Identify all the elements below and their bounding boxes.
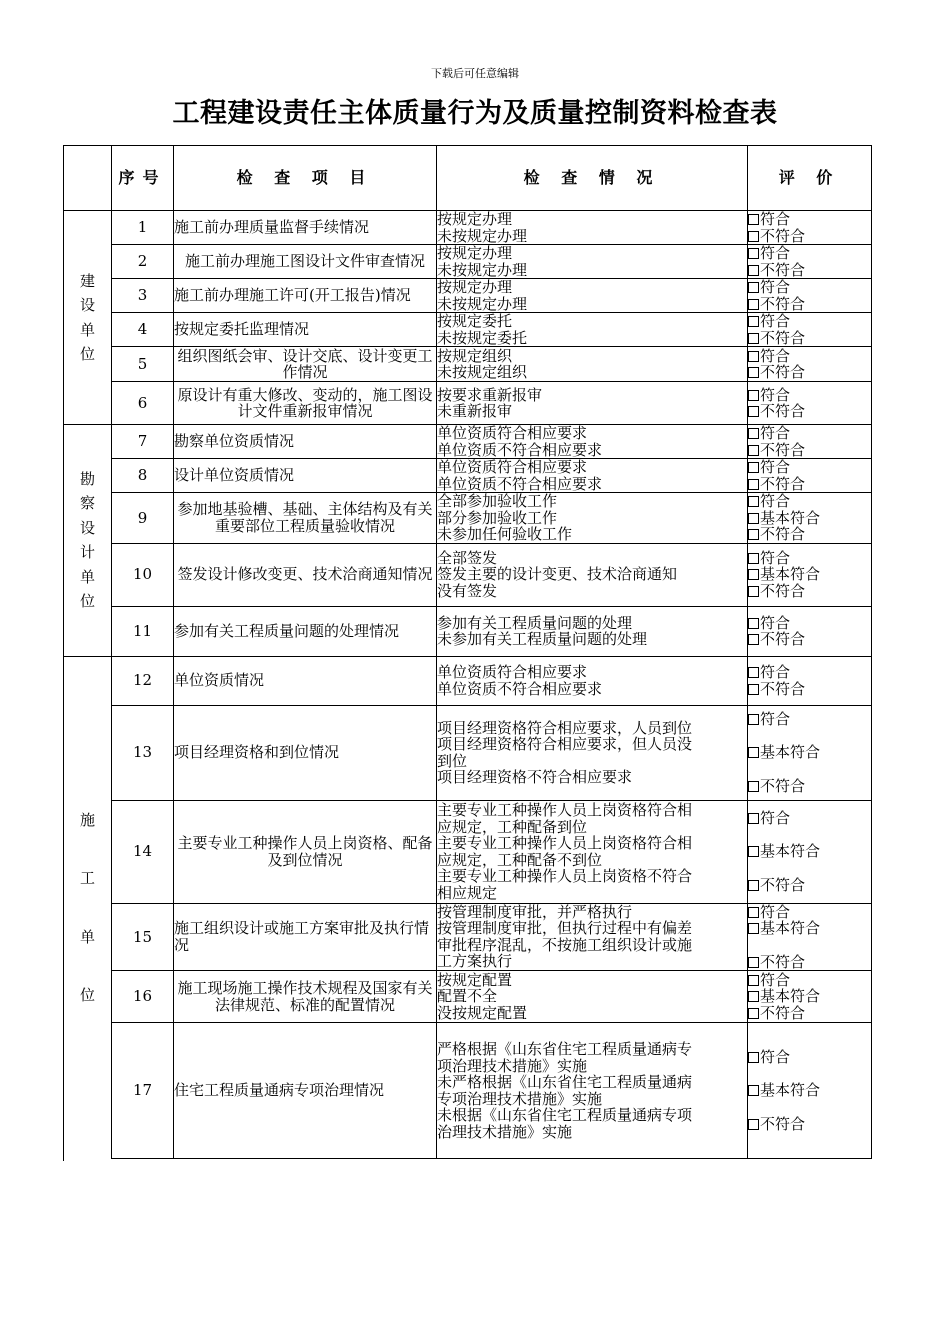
- rating-cell: [748, 211, 872, 245]
- checkbox-icon[interactable]: [748, 846, 759, 857]
- unit-survey-design-cell: [64, 425, 112, 657]
- rating-option[interactable]: [748, 615, 871, 632]
- check-result-line: 未按规定办理: [437, 260, 528, 279]
- check-result-line: 按规定组织: [437, 346, 513, 365]
- table-row: [64, 543, 872, 606]
- check-result-cell: [437, 459, 748, 493]
- check-item: 主要专业工种操作人员上岗资格、配备及到位情况: [174, 800, 437, 903]
- rating-option-label: 基本符合: [760, 919, 821, 937]
- table-row: [64, 800, 872, 903]
- check-item: 项目经理资格和到位情况: [174, 705, 437, 800]
- unit-label-char: 察: [79, 494, 95, 513]
- rating-option[interactable]: [748, 778, 871, 795]
- rating-option-label: 不符合: [760, 328, 806, 347]
- row-number: 10: [112, 543, 174, 606]
- rating-cell: [748, 971, 872, 1023]
- check-result-cell: [437, 382, 748, 425]
- table-row: [64, 459, 872, 493]
- unit-label-char: 施: [79, 810, 95, 829]
- rating-spacer: [748, 727, 871, 744]
- check-result-line: 按管理制度审批，但执行过程中有偏差: [437, 919, 693, 938]
- rating-cell: [748, 245, 872, 279]
- rating-option[interactable]: [748, 296, 871, 313]
- rating-option-label: 不符合: [760, 294, 806, 313]
- rating-option[interactable]: [748, 664, 871, 681]
- table-row: [64, 279, 872, 313]
- check-result-cell: [437, 903, 748, 971]
- rating-cell: [748, 1023, 872, 1159]
- checkbox-icon[interactable]: [748, 529, 759, 540]
- check-result-line: 没按规定配置: [437, 1003, 528, 1022]
- check-result-line: 未按规定办理: [437, 294, 528, 313]
- rating-option-label: 符合: [760, 808, 791, 827]
- checkbox-icon[interactable]: [748, 496, 759, 507]
- check-result-line: 项目经理资格符合相应要求，人员到位: [437, 718, 693, 737]
- rating-option[interactable]: [748, 493, 871, 510]
- checkbox-icon[interactable]: [748, 479, 759, 490]
- checkbox-icon[interactable]: [748, 351, 759, 362]
- rating-option[interactable]: [748, 228, 871, 245]
- check-item: 签发设计修改变更、技术洽商通知情况: [174, 543, 437, 606]
- header-note: 下载后可任意编辑: [431, 67, 519, 80]
- rating-option-label: 基本符合: [760, 1081, 821, 1100]
- rating-option-label: 不符合: [760, 952, 806, 971]
- check-item: 住宅工程质量通病专项治理情况: [174, 1023, 437, 1159]
- check-result-line: 全部参加验收工作: [437, 492, 558, 510]
- rating-option[interactable]: [748, 843, 871, 860]
- check-item: 设计单位资质情况: [174, 459, 437, 493]
- check-item: 施工前办理施工许可(开工报告)情况: [174, 279, 437, 313]
- rating-option[interactable]: [748, 954, 871, 971]
- rating-spacer: [748, 826, 871, 843]
- check-result-cell: [437, 279, 748, 313]
- table-left-edge: [63, 1147, 64, 1161]
- table-header-row: [64, 146, 872, 211]
- rating-option[interactable]: [748, 631, 871, 648]
- checkbox-icon[interactable]: [748, 445, 759, 456]
- check-result-line: 应规定，工种配备到位: [437, 817, 588, 836]
- unit-label-char: 位: [79, 986, 95, 1004]
- unit-label-char: 位: [79, 345, 95, 363]
- unit-label-char: 单: [79, 320, 95, 339]
- rating-option-label: 符合: [760, 210, 791, 228]
- rating-option-label: 不符合: [760, 1114, 806, 1133]
- row-number: 9: [112, 493, 174, 544]
- table-row: [64, 313, 872, 347]
- rating-option-label: 不符合: [760, 402, 806, 420]
- unit-construction-cell: [64, 211, 112, 425]
- unit-builder-label: [64, 812, 111, 1004]
- rating-option[interactable]: [748, 313, 871, 330]
- item-column-header: 检 查 项 目: [174, 146, 437, 211]
- check-result-cell: [437, 313, 748, 347]
- rating-option[interactable]: [748, 403, 871, 420]
- rating-option[interactable]: [748, 988, 871, 1005]
- rating-option-label: 不符合: [760, 1003, 806, 1022]
- row-number: 13: [112, 705, 174, 800]
- rating-cell: [748, 279, 872, 313]
- check-result-line: 未按规定办理: [437, 226, 528, 245]
- rating-cell: [748, 656, 872, 705]
- check-result-cell: [437, 493, 748, 544]
- rating-option-label: 符合: [760, 346, 791, 365]
- checkbox-icon[interactable]: [748, 299, 759, 310]
- rating-option[interactable]: [748, 810, 871, 827]
- checkbox-icon[interactable]: [748, 214, 759, 225]
- checkbox-icon[interactable]: [748, 880, 759, 891]
- check-item: 施工前办理质量监督手续情况: [174, 211, 437, 245]
- check-result-cell: [437, 971, 748, 1023]
- unit-builder-cell: [64, 656, 112, 1159]
- rating-cell: [748, 313, 872, 347]
- unit-construction-label: [64, 273, 111, 363]
- check-result-line: 按规定办理: [437, 210, 513, 228]
- rating-option-label: 基本符合: [760, 842, 821, 861]
- check-result-line: 按管理制度审批，并严格执行: [437, 902, 633, 921]
- checkbox-icon[interactable]: [748, 569, 759, 580]
- check-result-line: 未参加有关工程质量问题的处理: [437, 630, 648, 648]
- rating-option-label: 符合: [760, 1047, 791, 1066]
- rating-column-header: 评 价: [748, 146, 872, 211]
- row-number: 15: [112, 903, 174, 971]
- checkbox-icon[interactable]: [748, 1052, 759, 1063]
- checkbox-icon[interactable]: [748, 634, 759, 645]
- checkbox-icon[interactable]: [748, 781, 759, 792]
- row-number: 6: [112, 382, 174, 425]
- row-number: 14: [112, 800, 174, 903]
- rating-spacer: [748, 860, 871, 877]
- checkbox-icon[interactable]: [748, 957, 759, 968]
- rating-option-label: 不符合: [760, 440, 806, 459]
- row-number: 17: [112, 1023, 174, 1159]
- check-item: 原设计有重大修改、变动的，施工图设计文件重新报审情况: [174, 382, 437, 425]
- checkbox-icon[interactable]: [748, 265, 759, 276]
- rating-cell: [748, 493, 872, 544]
- check-result-line: 单位资质符合相应要求: [437, 458, 588, 476]
- rating-option-label: 符合: [760, 244, 791, 262]
- unit-label-char: 设: [79, 518, 95, 537]
- rating-option-label: 符合: [760, 278, 791, 296]
- row-number: 7: [112, 425, 174, 459]
- table-row: [64, 211, 872, 245]
- check-result-line: 签发主要的设计变更、技术洽商通知: [437, 565, 678, 584]
- rating-option[interactable]: [748, 904, 871, 921]
- table-row: [64, 705, 872, 800]
- checkbox-icon[interactable]: [748, 1119, 759, 1130]
- rating-option[interactable]: [748, 364, 871, 381]
- rating-option-label: 符合: [760, 709, 791, 728]
- checkbox-icon[interactable]: [748, 907, 759, 918]
- checkbox-icon[interactable]: [748, 667, 759, 678]
- table-row: [64, 656, 872, 705]
- rating-spacer: [748, 1065, 871, 1082]
- row-number: 12: [112, 656, 174, 705]
- check-result-line: 未按规定组织: [437, 363, 528, 381]
- unit-label-char: 位: [79, 592, 95, 611]
- check-item: 参加有关工程质量问题的处理情况: [174, 606, 437, 656]
- check-result-line: 未根据《山东省住宅工程质量通病专项: [437, 1106, 693, 1124]
- check-result-line: 项目经理资格不符合相应要求: [437, 768, 633, 786]
- rating-option-label: 基本符合: [760, 565, 821, 584]
- rating-option[interactable]: [748, 1049, 871, 1066]
- check-item: 按规定委托监理情况: [174, 313, 437, 347]
- check-result-cell: [437, 1023, 748, 1159]
- checkbox-icon[interactable]: [748, 586, 759, 597]
- rating-option[interactable]: [748, 711, 871, 728]
- row-number: 8: [112, 459, 174, 493]
- rating-spacer: [748, 1099, 871, 1116]
- rating-option[interactable]: [748, 583, 871, 600]
- rating-option[interactable]: [748, 744, 871, 761]
- rating-option-label: 不符合: [760, 581, 806, 600]
- rating-option-label: 不符合: [760, 525, 806, 543]
- rating-option[interactable]: [748, 459, 871, 476]
- rating-option-label: 基本符合: [760, 508, 821, 527]
- check-result-line: 未重新报审: [437, 402, 513, 420]
- unit-label-char: 设: [79, 296, 95, 314]
- check-item: 施工前办理施工图设计文件审查情况: [174, 245, 437, 279]
- table-row: [64, 903, 872, 971]
- rating-option[interactable]: [748, 1116, 871, 1133]
- rating-option[interactable]: [748, 1082, 871, 1099]
- rating-cell: [748, 347, 872, 382]
- rating-option-label: 不符合: [760, 260, 806, 279]
- check-result-line: 专项治理技术措施》实施: [437, 1089, 603, 1108]
- rating-option[interactable]: [748, 526, 871, 543]
- rating-option-label: 不符合: [760, 474, 806, 493]
- unit-label-char: 建: [79, 271, 95, 290]
- rating-option-label: 符合: [760, 970, 791, 989]
- rating-option-label: 符合: [760, 902, 791, 921]
- check-result-line: 严格根据《山东省住宅工程质量通病专: [437, 1040, 693, 1058]
- check-result-cell: [437, 211, 748, 245]
- check-item: 组织图纸会审、设计交底、设计变更工作情况: [174, 347, 437, 382]
- check-result-line: 工方案执行: [437, 952, 513, 971]
- rating-option-label: 基本符合: [760, 743, 821, 762]
- rating-option-label: 符合: [760, 613, 791, 632]
- check-result-cell: [437, 543, 748, 606]
- rating-option[interactable]: [748, 1005, 871, 1022]
- check-result-line: 到位: [437, 751, 468, 770]
- checkbox-icon[interactable]: [748, 553, 759, 564]
- unit-label-char: 计: [79, 543, 95, 562]
- rating-option[interactable]: [748, 566, 871, 583]
- check-result-cell: [437, 425, 748, 459]
- inspection-table: [63, 145, 872, 1159]
- rating-option[interactable]: [748, 681, 871, 698]
- rating-option-label: 不符合: [760, 226, 806, 245]
- check-result-cell: [437, 800, 748, 903]
- table-row: [64, 1023, 872, 1159]
- rating-spacer: [748, 937, 871, 954]
- check-item: 单位资质情况: [174, 656, 437, 705]
- rating-cell: [748, 382, 872, 425]
- table-row: [64, 606, 872, 656]
- rating-option[interactable]: [748, 476, 871, 493]
- checkbox-icon[interactable]: [748, 462, 759, 473]
- checkbox-icon[interactable]: [748, 1008, 759, 1019]
- rating-option-label: 符合: [760, 548, 791, 567]
- row-number: 4: [112, 313, 174, 347]
- rating-option-label: 符合: [760, 312, 791, 330]
- rating-cell: [748, 903, 872, 971]
- row-number: 11: [112, 606, 174, 656]
- check-result-line: 参加有关工程质量问题的处理: [437, 613, 633, 632]
- rating-option[interactable]: [748, 877, 871, 894]
- rating-cell: [748, 425, 872, 459]
- rating-option[interactable]: [748, 348, 871, 365]
- rating-option-label: 不符合: [760, 875, 806, 894]
- table-row: [64, 493, 872, 544]
- rating-option-label: 不符合: [760, 630, 806, 648]
- result-column-header: 检 查 情 况: [437, 146, 748, 211]
- check-result-line: 单位资质符合相应要求: [437, 424, 588, 442]
- unit-header-cell: [64, 146, 112, 211]
- table-row: [64, 347, 872, 382]
- checkbox-icon[interactable]: [748, 231, 759, 242]
- check-item: 勘察单位资质情况: [174, 425, 437, 459]
- checkbox-icon[interactable]: [748, 390, 759, 401]
- check-result-line: 未按规定委托: [437, 328, 528, 347]
- checkbox-icon[interactable]: [748, 367, 759, 378]
- page-title: 工程建设责任主体质量行为及质量控制资料检查表: [172, 98, 778, 129]
- row-number: 16: [112, 971, 174, 1023]
- rating-cell: [748, 705, 872, 800]
- checkbox-icon[interactable]: [748, 282, 759, 293]
- checkbox-icon[interactable]: [748, 923, 759, 934]
- checkbox-icon[interactable]: [748, 684, 759, 695]
- check-result-line: 单位资质不符合相应要求: [437, 474, 603, 493]
- row-number: 1: [112, 211, 174, 245]
- row-number: 5: [112, 347, 174, 382]
- checkbox-icon[interactable]: [748, 316, 759, 327]
- checkbox-icon[interactable]: [748, 747, 759, 758]
- rating-spacer: [748, 761, 871, 778]
- check-item: 施工组织设计或施工方案审批及执行情况: [174, 903, 437, 971]
- unit-label-char: 单: [79, 567, 95, 586]
- check-result-line: 单位资质不符合相应要求: [437, 679, 603, 698]
- rating-option-label: 符合: [760, 385, 791, 404]
- row-number: 2: [112, 245, 174, 279]
- check-result-line: 未严格根据《山东省住宅工程质量通病: [437, 1073, 693, 1091]
- rating-option[interactable]: [748, 387, 871, 404]
- check-result-line: 主要专业工种操作人员上岗资格符合相: [437, 801, 693, 819]
- check-result-line: 项治理技术措施》实施: [437, 1056, 588, 1075]
- unit-label-char: 工: [79, 869, 95, 887]
- check-result-line: 部分参加验收工作: [437, 508, 558, 527]
- table-row: [64, 425, 872, 459]
- check-result-cell: [437, 245, 748, 279]
- check-result-line: 按要求重新报审: [437, 385, 543, 404]
- row-number: 3: [112, 279, 174, 313]
- rating-option[interactable]: [748, 550, 871, 567]
- rating-option-label: 符合: [760, 424, 791, 442]
- rating-option-label: 不符合: [760, 776, 806, 795]
- check-result-cell: [437, 347, 748, 382]
- check-result-line: 治理技术措施》实施: [437, 1122, 573, 1141]
- rating-option-label: 符合: [760, 458, 791, 476]
- check-result-line: 单位资质符合相应要求: [437, 663, 588, 681]
- check-result-line: 相应规定: [437, 883, 498, 902]
- unit-label-char: 勘: [79, 469, 95, 488]
- check-result-line: 全部签发: [437, 548, 498, 567]
- rating-option-label: 符合: [760, 663, 791, 681]
- check-result-line: 按规定办理: [437, 278, 513, 296]
- check-result-line: 主要专业工种操作人员上岗资格不符合: [437, 867, 693, 885]
- rating-cell: [748, 459, 872, 493]
- check-result-line: 审批程序混乱，不按施工组织设计或施: [437, 935, 693, 954]
- check-result-line: 单位资质不符合相应要求: [437, 440, 603, 459]
- checkbox-icon[interactable]: [748, 618, 759, 629]
- check-result-line: 按规定配置: [437, 970, 513, 989]
- check-result-line: 没有签发: [437, 581, 498, 600]
- rating-option[interactable]: [748, 920, 871, 937]
- check-result-cell: [437, 656, 748, 705]
- rating-option[interactable]: [748, 425, 871, 442]
- seq-column-header: 序号: [112, 146, 174, 211]
- check-result-line: 主要专业工种操作人员上岗资格符合相: [437, 834, 693, 852]
- check-result-cell: [437, 606, 748, 656]
- rating-option-label: 符合: [760, 492, 791, 510]
- table-row: [64, 245, 872, 279]
- checkbox-icon[interactable]: [748, 991, 759, 1002]
- unit-label-char: 单: [79, 927, 95, 946]
- rating-option-label: 基本符合: [760, 987, 821, 1006]
- checkbox-icon[interactable]: [748, 714, 759, 725]
- rating-cell: [748, 543, 872, 606]
- rating-option[interactable]: [748, 972, 871, 989]
- rating-option[interactable]: [748, 442, 871, 459]
- checkbox-icon[interactable]: [748, 333, 759, 344]
- rating-option[interactable]: [748, 510, 871, 527]
- check-result-line: 项目经理资格符合相应要求，但人员没: [437, 735, 693, 753]
- check-item: 施工现场施工操作技术规程及国家有关法律规范、标准的配置情况: [174, 971, 437, 1023]
- checkbox-icon[interactable]: [748, 428, 759, 439]
- checkbox-icon[interactable]: [748, 406, 759, 417]
- rating-option-label: 不符合: [760, 363, 806, 381]
- rating-option[interactable]: [748, 330, 871, 347]
- checkbox-icon[interactable]: [748, 248, 759, 259]
- rating-cell: [748, 800, 872, 903]
- check-result-cell: [437, 705, 748, 800]
- check-result-line: 配置不全: [437, 987, 498, 1006]
- checkbox-icon[interactable]: [748, 513, 759, 524]
- check-result-line: 按规定办理: [437, 244, 513, 262]
- rating-cell: [748, 606, 872, 656]
- check-result-line: 未参加任何验收工作: [437, 525, 573, 543]
- table-row: [64, 382, 872, 425]
- rating-option[interactable]: [748, 211, 871, 228]
- rating-option[interactable]: [748, 245, 871, 262]
- unit-survey-design-label: [64, 471, 111, 610]
- check-result-line: 应规定，工种配备不到位: [437, 850, 603, 869]
- check-item: 参加地基验槽、基础、主体结构及有关重要部位工程质量验收情况: [174, 493, 437, 544]
- checkbox-icon[interactable]: [748, 975, 759, 986]
- checkbox-icon[interactable]: [748, 813, 759, 824]
- table-row: [64, 971, 872, 1023]
- rating-option[interactable]: [748, 279, 871, 296]
- rating-option-label: 不符合: [760, 679, 806, 698]
- check-result-line: 按规定委托: [437, 312, 513, 330]
- checkbox-icon[interactable]: [748, 1085, 759, 1096]
- rating-option[interactable]: [748, 262, 871, 279]
